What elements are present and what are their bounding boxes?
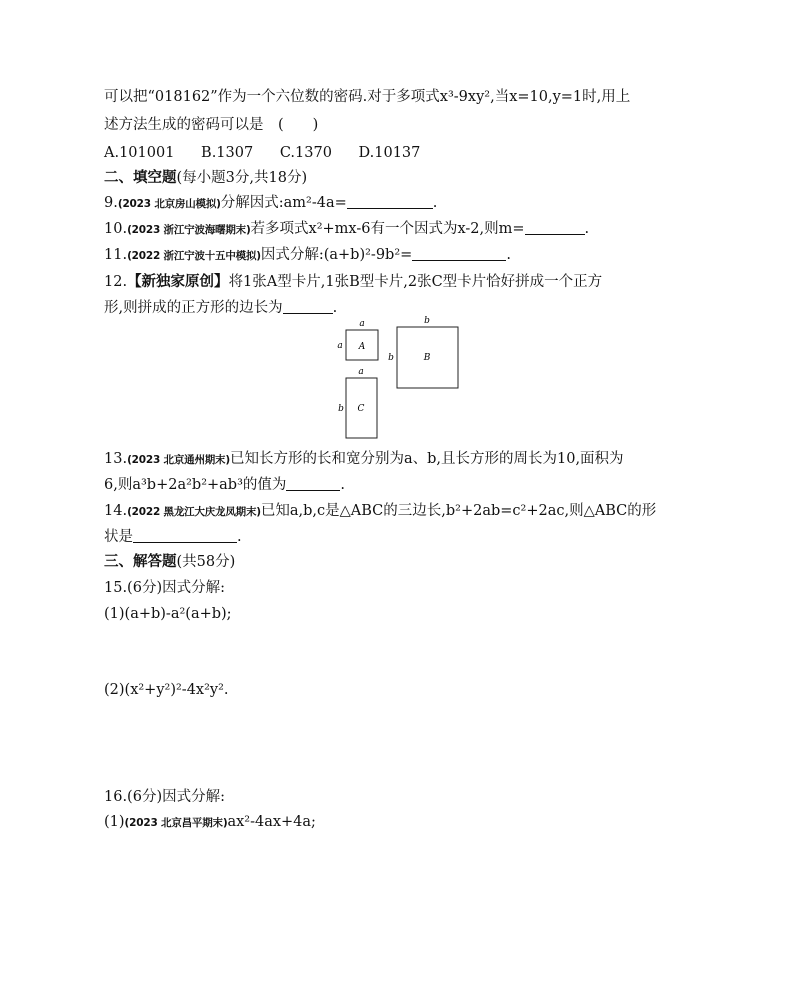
q8-line2: 述方法生成的密码可以是 ( ) [104, 117, 319, 133]
q14-line1 [104, 501, 656, 522]
q10-text: 若多项式x²+mx-6有一个因式为x-2,则m= [250, 221, 525, 237]
q15-part1: (1)(a+b)-a²(a+b); [104, 606, 232, 622]
card-a-side-label: a [337, 341, 343, 351]
q16-part1-text: ax²-4ax+4a; [227, 814, 316, 830]
section3-title: 三、解答题 [104, 553, 177, 570]
q12-tag: 【新独家原创】 [127, 273, 229, 290]
q15-part2: (2)(x²+y²)²-4x²y². [104, 682, 229, 698]
card-c-top-label: a [358, 367, 364, 377]
q12-end: . [332, 300, 338, 316]
q13-end: . [340, 477, 345, 493]
q12-text-line1: 将1张A型卡片,1张B型卡片,2张C型卡片恰好拼成一个正方 [228, 274, 603, 290]
card-c-side-label: b [338, 404, 344, 414]
q12-num: 12. [104, 274, 128, 290]
q13-text-line1: 已知长方形的长和宽分别为a、b,且长方形的周长为10,面积为 [229, 451, 624, 467]
q13-source: (2023 北京通州期末) [127, 454, 230, 466]
card-a-top-label: a [359, 319, 365, 329]
q11-text: 因式分解:(a+b)²-9b²= [260, 247, 413, 263]
card-a-label: A [358, 342, 366, 352]
q16-head: 16.(6分)因式分解: [104, 789, 225, 805]
q14-num: 14. [104, 503, 128, 519]
section2-title: 二、填空题 [104, 169, 177, 186]
section3-heading [104, 552, 235, 572]
q11-num: 11. [104, 247, 128, 263]
q15-head: 15.(6分)因式分解: [104, 580, 225, 596]
q10-num: 10. [104, 221, 128, 237]
q14-answer-blank[interactable] [133, 528, 237, 543]
card-a [337, 319, 378, 360]
q14-text-line1: 已知a,b,c是△ABC的三边长,b²+2ab=c²+2ac,则△ABC的形 [260, 503, 657, 519]
q11-source: (2022 浙江宁波十五中模拟) [127, 250, 261, 262]
card-c [338, 367, 377, 438]
q9-end: . [432, 195, 438, 211]
q9-num: 9. [104, 195, 118, 211]
card-c-label: C [357, 404, 365, 414]
card-b-side-label: b [388, 353, 394, 363]
q13-text-line2: 6,则a³b+2a²b²+ab³的值为 [104, 477, 287, 493]
card-b-top-label: b [424, 316, 430, 326]
q13-line1 [104, 449, 624, 470]
q8-option-a: A.101001 [104, 145, 175, 161]
q13-answer-blank[interactable] [286, 476, 340, 491]
q10-end: . [584, 221, 590, 237]
q14-line2 [104, 527, 242, 547]
q14-end: . [237, 529, 242, 545]
q14-source: (2022 黑龙江大庆龙凤期末) [127, 506, 261, 518]
q8-option-b: B.1307 [201, 145, 254, 161]
section2-note: (每小题3分,共18分) [176, 170, 308, 186]
q8-option-d: D.10137 [358, 145, 421, 161]
card-b [388, 316, 458, 388]
card-b-label: B [423, 353, 431, 363]
q16-part1-num: (1) [104, 814, 125, 830]
section3-note: (共58分) [176, 554, 236, 570]
q12-text-line2: 形,则拼成的正方形的边长为 [104, 300, 283, 316]
q9-text: 分解因式:am²-4a= [220, 195, 347, 211]
q13-num: 13. [104, 451, 128, 467]
q11-end: . [506, 247, 511, 263]
q10-source: (2023 浙江宁波海曙期末) [127, 224, 251, 236]
q9-source: (2023 北京房山模拟) [117, 198, 221, 210]
q14-text-line2: 状是 [104, 529, 133, 545]
q8-line1: 可以把“018162”作为一个六位数的密码.对于多项式x³-9xy²,当x=10,y=1时,用上 [104, 89, 631, 105]
q13-line2 [104, 475, 345, 495]
q16-part1 [104, 812, 316, 833]
q8-option-c: C.1370 [279, 145, 332, 161]
q16-part1-source: (2023 北京昌平期末) [124, 817, 228, 829]
